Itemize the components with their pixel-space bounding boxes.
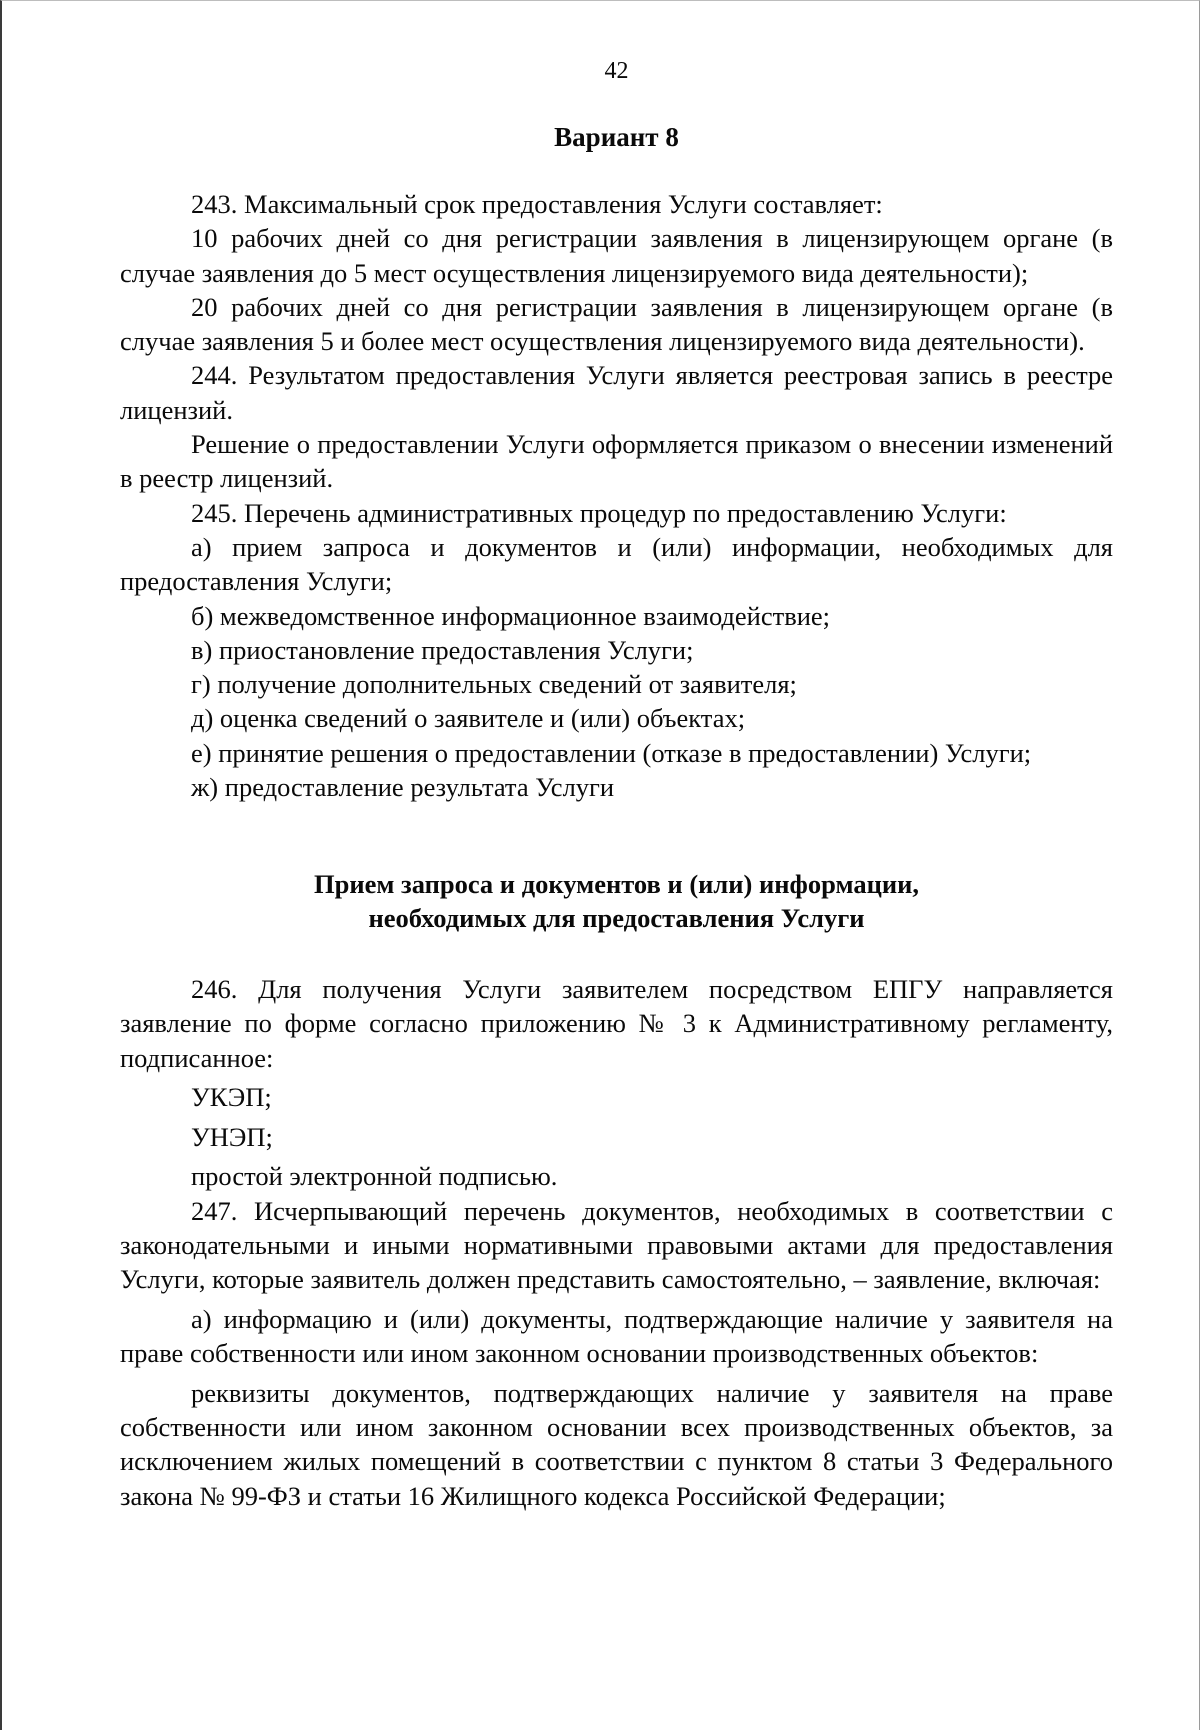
list-item-e: е) принятие решения о предоставлении (отказе в предоставлении) Услуги; (191, 737, 1032, 768)
paragraph-246: 246. Для получения Услуги заявителем посредством ЕПГУ направляется заявление по форме согласно приложению № 3 к Административному регламенту, подписанное: (120, 974, 1113, 1073)
paragraph-244: 244. Результатом предоставления Услуги является реестровая запись в реестре лицензий. (120, 360, 1113, 425)
paragraph-decision: Решение о предоставлении Услуги оформляется приказом о внесении изменений в реестр лицензий. (120, 429, 1113, 494)
section-heading-line-1: Прием запроса и документов и (или) информации, (313, 869, 920, 899)
list-item-v: в) приостановление предоставления Услуги; (191, 634, 694, 665)
signature-ukep: УКЭП; (191, 1082, 272, 1113)
list-item-a: а) прием запроса и документов и (или) информации, необходимых для предоставления Услуги; (120, 531, 1113, 597)
section-heading-line-2: необходимых для предоставления Услуги (368, 903, 865, 933)
paragraph-243: 243. Максимальный срок предоставления Услуги составляет: (191, 189, 883, 219)
variant-heading: Вариант 8 (554, 122, 679, 152)
paragraph-245: 245. Перечень административных процедур по предоставлению Услуги: (191, 497, 1007, 528)
list-item-b: б) межведомственное информационное взаимодействие; (191, 600, 831, 631)
paragraph-10-days: 10 рабочих дней со дня регистрации заявления в лицензирующем органе (в случае заявления до 5 мест осуществления лицензируемого вида деятельности); (120, 223, 1113, 288)
list-item-g: г) получение дополнительных сведений от заявителя; (191, 669, 797, 700)
bottom-text-block (120, 972, 1113, 1513)
paragraph-247: 247. Исчерпывающий перечень документов, необходимых в соответствии с законодательными и иными нормативными правовыми актами для предоставления Услуги, которые заявитель должен представить самостоятельно, – заявление, включая: (120, 1195, 1113, 1295)
signature-simple: простой электронной подписью. (191, 1161, 558, 1192)
paragraph-20-days: 20 рабочих дней со дня регистрации заявления в лицензирующем органе (в случае заявления 5 и более мест осуществления лицензируемого вида деятельности). (120, 291, 1113, 357)
paragraph-requisites: реквизиты документов, подтверждающих наличие у заявителя на праве собственности или ином законном основании всех производственных объектов, за исключением жилых помещений в соответствии с пунктом 8 статьи 3 Федерального закона № 99-ФЗ и статьи 16 Жилищного кодекса Российской Федерации; (120, 1377, 1113, 1511)
top-text-block (120, 187, 1113, 804)
paragraph-247-a: а) информацию и (или) документы, подтверждающие наличие у заявителя на праве собственности или ином законном основании производственных объектов: (120, 1303, 1113, 1369)
section-heading (120, 867, 1113, 935)
signature-unep: УНЭП; (191, 1121, 273, 1152)
page-number: 42 (604, 58, 629, 84)
list-item-zh: ж) предоставление результата Услуги (191, 772, 615, 803)
list-item-d: д) оценка сведений о заявителе и (или) объектах; (191, 703, 746, 734)
